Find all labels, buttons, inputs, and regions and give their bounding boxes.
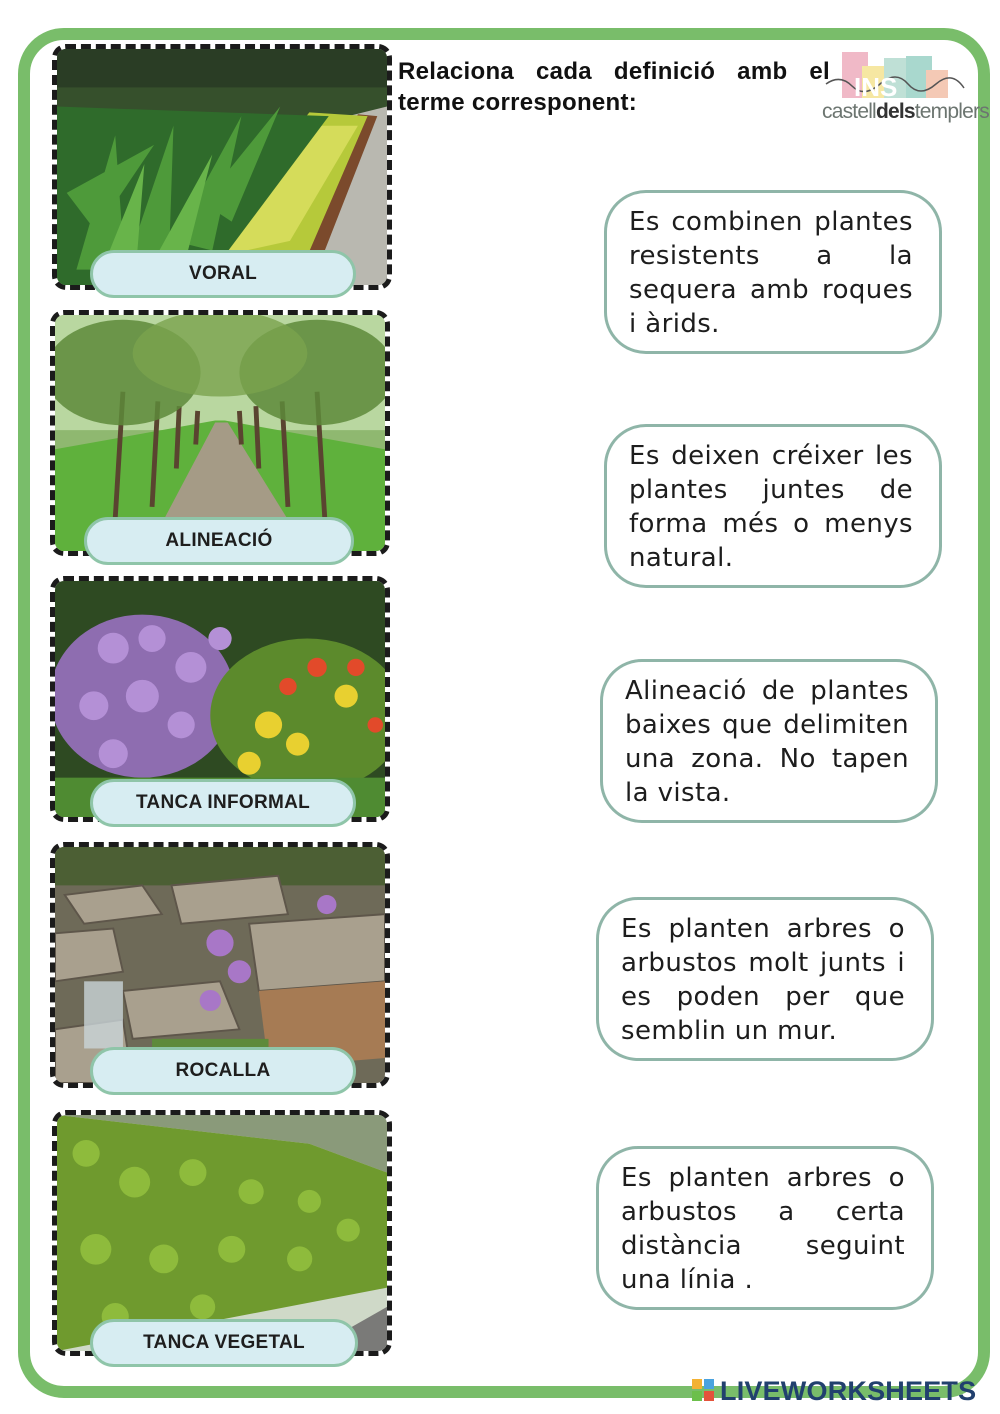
instruction-title: Relaciona cada definició amb el terme corresponent:: [398, 58, 830, 116]
school-logo: [822, 48, 989, 132]
term-label: ROCALLA: [90, 1047, 356, 1095]
brand-name: LIVEWORKSHEETS: [720, 1375, 977, 1406]
definition-text: Alineació de plantes baixes que delimiten una zona. No tapen la vista.: [625, 676, 909, 808]
definition-text: Es deixen créixer les plantes juntes de forma més o menys natural.: [629, 441, 913, 573]
term-label: TANCA INFORMAL: [90, 779, 356, 827]
term-label: TANCA VEGETAL: [90, 1319, 358, 1367]
definition-box[interactable]: [600, 659, 938, 823]
liveworksheets-brand: [692, 1376, 992, 1406]
definition-box[interactable]: [596, 1146, 934, 1310]
definition-box[interactable]: [596, 897, 934, 1061]
logo-mark-icon: [822, 48, 968, 104]
logo-wordmark: castelldelstemplers: [822, 100, 989, 123]
term-label: VORAL: [90, 250, 356, 298]
definition-box[interactable]: [604, 190, 942, 354]
definition-text: Es combinen plantes resistents a la sequera amb roques i àrids.: [629, 207, 913, 339]
definition-text: Es planten arbres o arbustos molt junts i es poden per que semblin un mur.: [621, 914, 905, 1046]
logo-letters: INS: [854, 72, 898, 102]
liveworksheets-logo-icon: [692, 1379, 714, 1403]
definition-text: Es planten arbres o arbustos a certa distància seguint una línia .: [621, 1163, 905, 1295]
term-label: ALINEACIÓ: [84, 517, 354, 565]
definition-box[interactable]: [604, 424, 942, 588]
